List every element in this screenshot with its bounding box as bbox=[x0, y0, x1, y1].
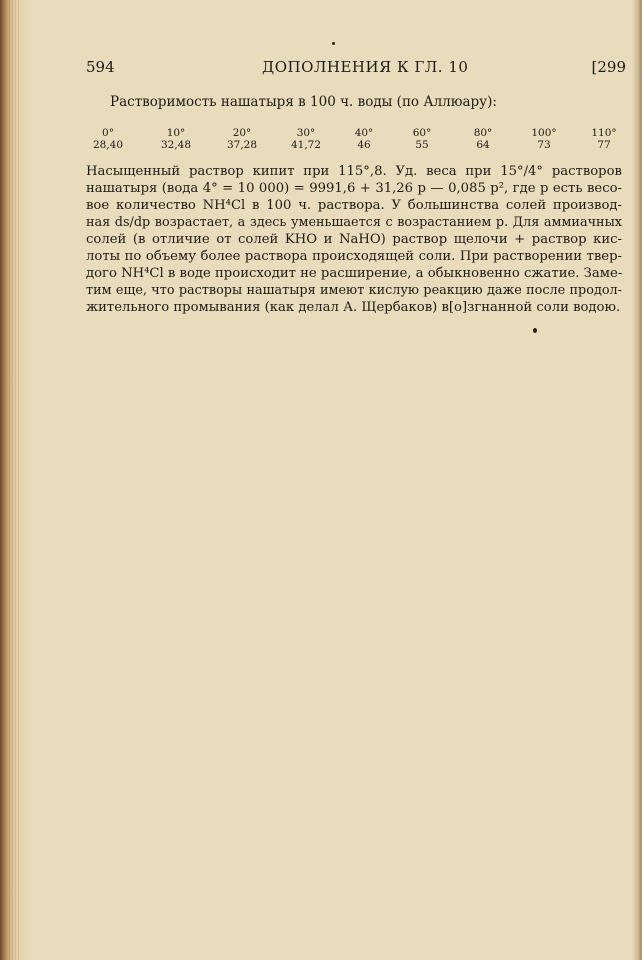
solubility-cell: 37,28 bbox=[226, 139, 258, 151]
page-header bbox=[86, 58, 626, 80]
paragraph-line: жительного промывания (как делал А. Щербаков) в[о]згнанной соли водою. bbox=[86, 300, 621, 315]
section-reference: [299 bbox=[591, 58, 626, 76]
temperature-cell: 60° bbox=[412, 127, 432, 139]
solubility-cell: 55 bbox=[415, 139, 429, 151]
running-title: ДОПОЛНЕНИЯ К ГЛ. 10 bbox=[262, 58, 469, 76]
solubility-cell: 46 bbox=[357, 139, 371, 151]
page-edges bbox=[9, 0, 21, 960]
solubility-row bbox=[86, 139, 622, 151]
solubility-cell: 73 bbox=[537, 139, 551, 151]
body-paragraph bbox=[86, 163, 622, 316]
paragraph-line: ная ds/dp возрастает, а здесь уменьшается с возрастанием p. Для аммиачных bbox=[86, 215, 622, 230]
solubility-table bbox=[86, 127, 622, 151]
paragraph-line: нашатыря (вода 4° = 10 000) = 9991,6 + 31,26 p — 0,085 p², где p есть весо- bbox=[86, 181, 622, 196]
ink-speck bbox=[332, 42, 335, 45]
table-caption: Растворимость нашатыря в 100 ч. воды (по Аллюару): bbox=[110, 94, 497, 110]
temperature-cell: 40° bbox=[354, 127, 374, 139]
paragraph-line: тим еще, что растворы нашатыря имеют кислую реакцию даже после продол- bbox=[86, 283, 622, 298]
temperature-cell: 30° bbox=[296, 127, 316, 139]
paragraph-line: лоты по объему более раствора происходящей соли. При растворении твер- bbox=[86, 249, 622, 264]
paragraph-line: вое количество NH⁴Cl в 100 ч. раствора. У большинства солей производ- bbox=[86, 198, 622, 213]
paragraph-line: солей (в отличие от солей KHO и NaHO) раствор щелочи + раствор кис- bbox=[86, 232, 622, 247]
ink-speck bbox=[533, 328, 537, 333]
solubility-cell: 64 bbox=[476, 139, 490, 151]
page-number: 594 bbox=[86, 58, 115, 76]
temperature-cell: 80° bbox=[473, 127, 493, 139]
solubility-cell: 41,72 bbox=[290, 139, 322, 151]
right-page-edge bbox=[632, 0, 642, 960]
solubility-cell: 77 bbox=[597, 139, 611, 151]
paragraph-line: Насыщенный раствор кипит при 115°,8. Уд. веса при 15°/4° растворов bbox=[86, 164, 622, 179]
temperature-cell: 0° bbox=[102, 127, 114, 139]
temperature-row bbox=[86, 127, 622, 139]
temperature-cell: 10° bbox=[166, 127, 186, 139]
temperature-cell: 100° bbox=[531, 127, 557, 139]
solubility-cell: 32,48 bbox=[160, 139, 192, 151]
paragraph-line: дого NH⁴Cl в воде происходит не расширение, а обыкновенно сжатие. Заме- bbox=[86, 266, 623, 281]
temperature-cell: 20° bbox=[232, 127, 252, 139]
solubility-cell: 28,40 bbox=[92, 139, 124, 151]
temperature-cell: 110° bbox=[591, 127, 617, 139]
